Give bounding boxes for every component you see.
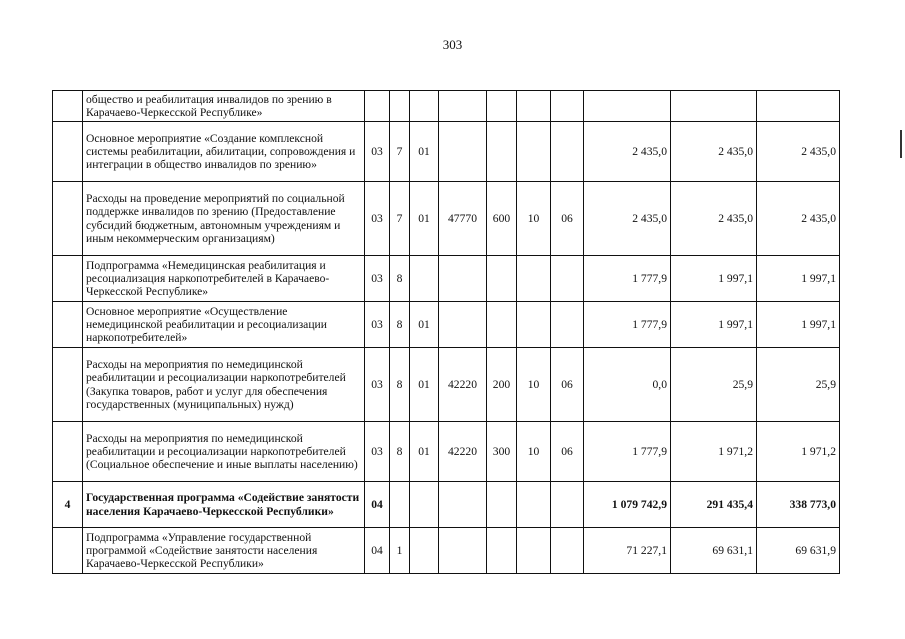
amount-year-3: 25,9: [757, 348, 840, 422]
code-expense-type: 200: [487, 348, 517, 422]
row-number: [53, 182, 83, 256]
code-direction: [439, 91, 487, 122]
row-number: [53, 302, 83, 348]
amount-year-2: 25,9: [671, 348, 757, 422]
row-name: Государственная программа «Содействие занятости населения Карачаево-Черкесской Республики»: [83, 482, 365, 528]
amount-year-2: 291 435,4: [671, 482, 757, 528]
code-expense-type: 600: [487, 182, 517, 256]
code-program: 03: [365, 422, 390, 482]
table-row: [53, 528, 840, 574]
code-subprogram: [390, 91, 410, 122]
code-subsection: 06: [551, 422, 584, 482]
code-subsection: [551, 528, 584, 574]
amount-year-3: 69 631,9: [757, 528, 840, 574]
code-expense-type: [487, 91, 517, 122]
code-event: [410, 528, 439, 574]
row-number: [53, 122, 83, 182]
amount-year-3: 1 971,2: [757, 422, 840, 482]
code-subsection: [551, 122, 584, 182]
code-subprogram: 8: [390, 302, 410, 348]
row-name: Расходы на мероприятия по немедицинской реабилитации и ресоциализации наркопотребителей (Социальное обеспечение и иные выплаты населению): [83, 422, 365, 482]
amount-year-2: [671, 91, 757, 122]
code-event: 01: [410, 422, 439, 482]
code-direction: 42220: [439, 422, 487, 482]
budget-table: [52, 90, 840, 574]
code-section: [517, 122, 551, 182]
table-row: [53, 182, 840, 256]
code-program: [365, 91, 390, 122]
code-event: 01: [410, 182, 439, 256]
code-subprogram: 7: [390, 182, 410, 256]
code-program: 03: [365, 182, 390, 256]
code-section: 10: [517, 182, 551, 256]
row-number: [53, 528, 83, 574]
amount-year-1: 0,0: [584, 348, 671, 422]
code-section: [517, 302, 551, 348]
table-row: [53, 422, 840, 482]
code-subprogram: 8: [390, 348, 410, 422]
row-name: общество и реабилитация инвалидов по зрению в Карачаево-Черкесской Республике»: [83, 91, 365, 122]
table-row: [53, 122, 840, 182]
code-direction: 42220: [439, 348, 487, 422]
amount-year-3: 2 435,0: [757, 122, 840, 182]
amount-year-1: 2 435,0: [584, 182, 671, 256]
code-event: 01: [410, 122, 439, 182]
amount-year-1: 2 435,0: [584, 122, 671, 182]
code-expense-type: [487, 122, 517, 182]
amount-year-2: 1 997,1: [671, 256, 757, 302]
table-row: [53, 256, 840, 302]
code-program: 03: [365, 302, 390, 348]
code-subprogram: 7: [390, 122, 410, 182]
code-direction: [439, 528, 487, 574]
code-subprogram: [390, 482, 410, 528]
code-subprogram: 8: [390, 422, 410, 482]
row-name: Основное мероприятие «Создание комплексной системы реабилитации, абилитации, сопровождения и интеграции в общество инвалидов по зрению»: [83, 122, 365, 182]
row-name: Подпрограмма «Управление государственной программой «Содействие занятости населения Карачаево-Черкесской Республики»: [83, 528, 365, 574]
amount-year-2: 2 435,0: [671, 122, 757, 182]
code-program: 03: [365, 256, 390, 302]
code-subsection: [551, 91, 584, 122]
table-row: [53, 302, 840, 348]
code-subprogram: 8: [390, 256, 410, 302]
page-number: 303: [442, 37, 463, 52]
amount-year-1: 71 227,1: [584, 528, 671, 574]
row-number: [53, 91, 83, 122]
amount-year-3: 1 997,1: [757, 302, 840, 348]
code-direction: [439, 482, 487, 528]
code-section: [517, 91, 551, 122]
code-subprogram: 1: [390, 528, 410, 574]
code-program: 04: [365, 482, 390, 528]
amount-year-1: 1 777,9: [584, 302, 671, 348]
scan-edge-mark: [900, 130, 902, 158]
code-event: 01: [410, 302, 439, 348]
row-number: 4: [53, 482, 83, 528]
amount-year-3: 338 773,0: [757, 482, 840, 528]
row-number: [53, 348, 83, 422]
code-section: [517, 256, 551, 302]
code-subsection: [551, 302, 584, 348]
row-name: Подпрограмма «Немедицинская реабилитация и ресоциализация наркопотребителей в Карачаево-Черкесской Республике»: [83, 256, 365, 302]
row-name: Расходы на мероприятия по немедицинской реабилитации и ресоциализации наркопотребителей (Закупка товаров, работ и услуг для обеспечения государственных (муниципальных) нужд): [83, 348, 365, 422]
amount-year-2: 1 971,2: [671, 422, 757, 482]
code-expense-type: [487, 256, 517, 302]
code-section: [517, 528, 551, 574]
code-subsection: 06: [551, 348, 584, 422]
code-section: 10: [517, 348, 551, 422]
code-subsection: 06: [551, 182, 584, 256]
code-direction: [439, 256, 487, 302]
amount-year-1: 1 777,9: [584, 422, 671, 482]
amount-year-2: 2 435,0: [671, 182, 757, 256]
row-number: [53, 256, 83, 302]
amount-year-2: 69 631,1: [671, 528, 757, 574]
amount-year-1: [584, 91, 671, 122]
amount-year-1: 1 079 742,9: [584, 482, 671, 528]
amount-year-3: 2 435,0: [757, 182, 840, 256]
table-row: [53, 91, 840, 122]
code-event: [410, 91, 439, 122]
table-row: [53, 348, 840, 422]
code-expense-type: [487, 482, 517, 528]
row-name: Расходы на проведение мероприятий по социальной поддержке инвалидов по зрению (Предоставление субсидий бюджетным, автономным учреждениям и иным некоммерческим организациям): [83, 182, 365, 256]
row-number: [53, 422, 83, 482]
code-section: [517, 482, 551, 528]
code-direction: [439, 122, 487, 182]
code-expense-type: 300: [487, 422, 517, 482]
code-subsection: [551, 482, 584, 528]
amount-year-3: 1 997,1: [757, 256, 840, 302]
code-event: [410, 256, 439, 302]
row-name: Основное мероприятие «Осуществление немедицинской реабилитации и ресоциализации наркопотребителей»: [83, 302, 365, 348]
code-event: 01: [410, 348, 439, 422]
code-direction: [439, 302, 487, 348]
amount-year-3: [757, 91, 840, 122]
code-expense-type: [487, 528, 517, 574]
table-row: [53, 482, 840, 528]
code-direction: 47770: [439, 182, 487, 256]
code-event: [410, 482, 439, 528]
code-expense-type: [487, 302, 517, 348]
amount-year-1: 1 777,9: [584, 256, 671, 302]
code-subsection: [551, 256, 584, 302]
code-program: 03: [365, 348, 390, 422]
amount-year-2: 1 997,1: [671, 302, 757, 348]
code-program: 03: [365, 122, 390, 182]
code-section: 10: [517, 422, 551, 482]
code-program: 04: [365, 528, 390, 574]
